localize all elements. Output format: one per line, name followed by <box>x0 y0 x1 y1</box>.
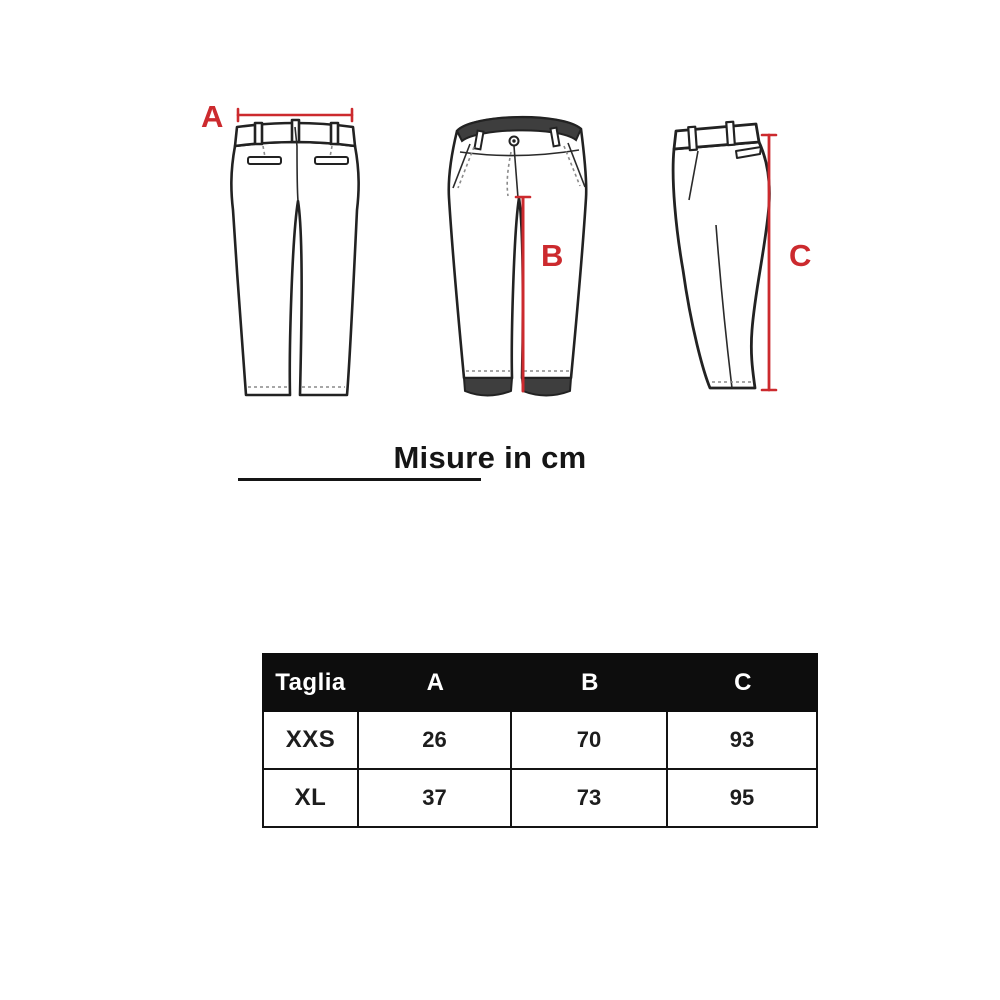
size-table <box>262 653 818 828</box>
table-row-xxs <box>264 712 818 770</box>
pants-front-view-drawing <box>440 100 610 400</box>
header-taglia: Taglia <box>275 668 346 696</box>
size-table-header <box>262 653 818 712</box>
cell-a-value: 37 <box>359 770 512 828</box>
cell-b-value: 73 <box>512 770 668 828</box>
pants-back-view-drawing <box>195 98 370 408</box>
table-row-xl <box>264 770 818 828</box>
caption-underline <box>238 478 481 481</box>
measure-label-c: C <box>789 238 812 273</box>
header-c: C <box>734 668 752 696</box>
measure-label-b: B <box>541 238 564 273</box>
measure-label-a: A <box>201 99 224 134</box>
pants-side-view-drawing <box>658 105 798 400</box>
header-b: B <box>581 668 599 696</box>
header-a: A <box>426 668 445 696</box>
cell-c-value: 95 <box>668 770 818 828</box>
caption-misure-in-cm: Misure in cm <box>393 440 587 475</box>
cell-c-value: 93 <box>668 712 818 770</box>
cell-a-value: 26 <box>359 712 512 770</box>
cell-b-value: 70 <box>512 712 668 770</box>
size-table-body <box>262 712 818 828</box>
cell-size: XXS <box>264 712 359 770</box>
cell-size: XL <box>264 770 359 828</box>
